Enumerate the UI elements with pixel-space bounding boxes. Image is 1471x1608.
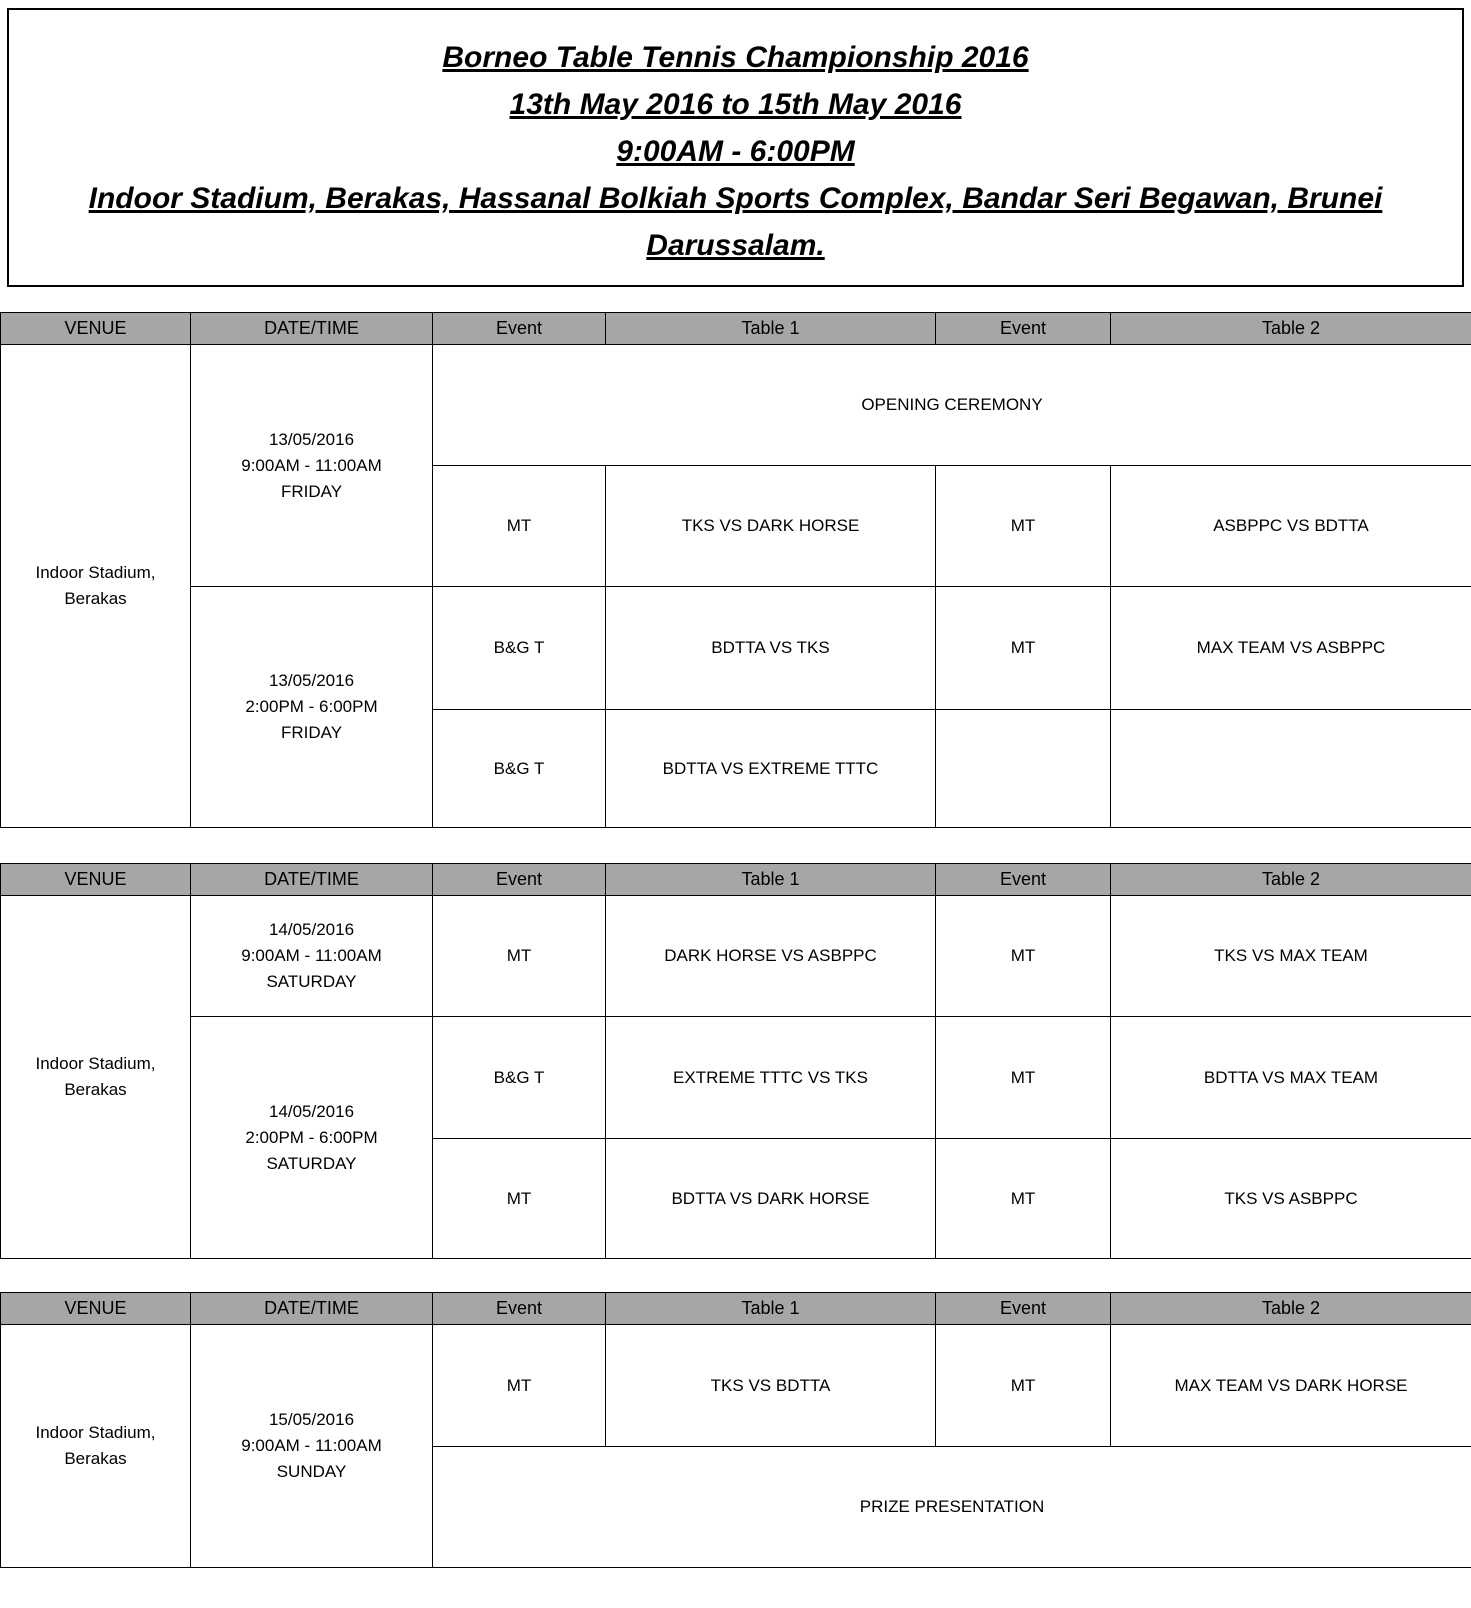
header-datetime: DATE/TIME xyxy=(191,864,433,896)
header-table-2: Table 2 xyxy=(1111,864,1471,896)
event-cell: B&G T xyxy=(433,587,606,710)
time-text: 2:00PM - 6:00PM xyxy=(199,1125,424,1151)
page-title: Borneo Table Tennis Championship 2016 xyxy=(69,34,1402,81)
day-text: SATURDAY xyxy=(199,1151,424,1177)
venue-cell: Indoor Stadium, Berakas xyxy=(1,1325,191,1568)
match-cell: TKS VS BDTTA xyxy=(606,1325,936,1447)
header-datetime: DATE/TIME xyxy=(191,1293,433,1325)
date-text: 14/05/2016 xyxy=(199,917,424,943)
header-row xyxy=(1,1293,1471,1325)
match-cell: BDTTA VS MAX TEAM xyxy=(1111,1017,1471,1139)
header-event-2: Event xyxy=(936,313,1111,345)
date-text: 15/05/2016 xyxy=(199,1407,424,1433)
title-dates: 13th May 2016 to 15th May 2016 xyxy=(69,81,1402,128)
time-text: 2:00PM - 6:00PM xyxy=(199,694,424,720)
match-cell: BDTTA VS EXTREME TTTC xyxy=(606,710,936,828)
event-cell: MT xyxy=(936,896,1111,1017)
header-venue: VENUE xyxy=(1,313,191,345)
match-cell: TKS VS MAX TEAM xyxy=(1111,896,1471,1017)
header-datetime: DATE/TIME xyxy=(191,313,433,345)
event-cell: MT xyxy=(433,896,606,1017)
time-text: 9:00AM - 11:00AM xyxy=(199,453,424,479)
match-cell: MAX TEAM VS DARK HORSE xyxy=(1111,1325,1471,1447)
day-text: SUNDAY xyxy=(199,1459,424,1485)
event-cell: MT xyxy=(433,466,606,587)
match-cell: MAX TEAM VS ASBPPC xyxy=(1111,587,1471,710)
schedule-table-day2 xyxy=(0,863,1471,1259)
header-venue: VENUE xyxy=(1,1293,191,1325)
header-table-2: Table 2 xyxy=(1111,1293,1471,1325)
header-event-1: Event xyxy=(433,1293,606,1325)
date-text: 14/05/2016 xyxy=(199,1099,424,1125)
header-venue: VENUE xyxy=(1,864,191,896)
header-row xyxy=(1,313,1471,345)
ceremony-cell: OPENING CEREMONY xyxy=(433,345,1471,466)
table-row xyxy=(1,1017,1471,1139)
header-table-1: Table 1 xyxy=(606,313,936,345)
schedule-table-day1 xyxy=(0,312,1471,828)
event-cell: MT xyxy=(936,466,1111,587)
ceremony-cell: PRIZE PRESENTATION xyxy=(433,1447,1471,1568)
match-cell: TKS VS DARK HORSE xyxy=(606,466,936,587)
event-cell: MT xyxy=(936,1017,1111,1139)
datetime-cell xyxy=(191,1325,433,1568)
event-cell: MT xyxy=(433,1139,606,1259)
table-row xyxy=(1,587,1471,710)
datetime-cell xyxy=(191,587,433,828)
title-times: 9:00AM - 6:00PM xyxy=(69,128,1402,175)
event-cell xyxy=(936,710,1111,828)
time-text: 9:00AM - 11:00AM xyxy=(199,943,424,969)
event-cell: MT xyxy=(433,1325,606,1447)
event-cell: B&G T xyxy=(433,1017,606,1139)
title-venue: Indoor Stadium, Berakas, Hassanal Bolkiah Sports Complex, Bandar Seri Begawan, Brunei Darussalam. xyxy=(69,175,1402,269)
day-text: FRIDAY xyxy=(199,479,424,505)
date-text: 13/05/2016 xyxy=(199,668,424,694)
datetime-cell xyxy=(191,1017,433,1259)
title-block xyxy=(7,8,1464,287)
match-cell: EXTREME TTTC VS TKS xyxy=(606,1017,936,1139)
datetime-cell xyxy=(191,896,433,1017)
table-row xyxy=(1,1325,1471,1447)
venue-cell: Indoor Stadium, Berakas xyxy=(1,345,191,828)
event-cell: MT xyxy=(936,1325,1111,1447)
event-cell: MT xyxy=(936,587,1111,710)
venue-cell: Indoor Stadium, Berakas xyxy=(1,896,191,1259)
match-cell: BDTTA VS DARK HORSE xyxy=(606,1139,936,1259)
event-cell: B&G T xyxy=(433,710,606,828)
schedule-table-day3 xyxy=(0,1292,1471,1568)
header-event-2: Event xyxy=(936,1293,1111,1325)
header-table-1: Table 1 xyxy=(606,864,936,896)
day-text: FRIDAY xyxy=(199,720,424,746)
date-text: 13/05/2016 xyxy=(199,427,424,453)
header-table-1: Table 1 xyxy=(606,1293,936,1325)
time-text: 9:00AM - 11:00AM xyxy=(199,1433,424,1459)
event-cell: MT xyxy=(936,1139,1111,1259)
match-cell: ASBPPC VS BDTTA xyxy=(1111,466,1471,587)
header-table-2: Table 2 xyxy=(1111,313,1471,345)
header-event-2: Event xyxy=(936,864,1111,896)
match-cell: DARK HORSE VS ASBPPC xyxy=(606,896,936,1017)
header-event-1: Event xyxy=(433,313,606,345)
datetime-cell xyxy=(191,345,433,587)
match-cell xyxy=(1111,710,1471,828)
header-event-1: Event xyxy=(433,864,606,896)
match-cell: BDTTA VS TKS xyxy=(606,587,936,710)
table-row xyxy=(1,345,1471,466)
header-row xyxy=(1,864,1471,896)
table-row xyxy=(1,896,1471,1017)
match-cell: TKS VS ASBPPC xyxy=(1111,1139,1471,1259)
day-text: SATURDAY xyxy=(199,969,424,995)
